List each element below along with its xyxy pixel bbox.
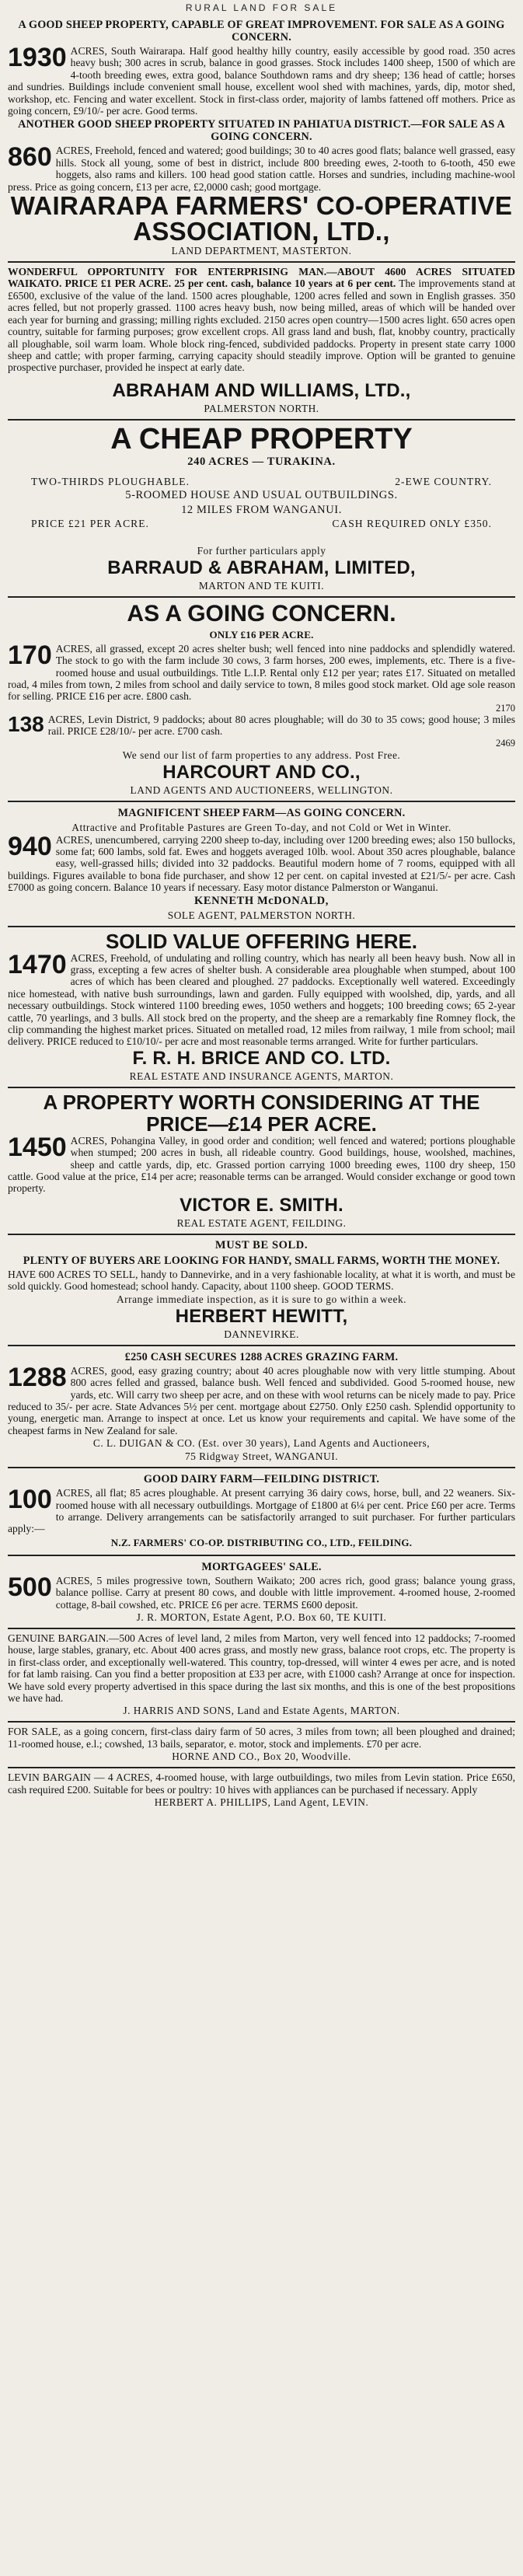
advertiser-name: HERBERT HEWITT, bbox=[175, 1305, 348, 1327]
acreage-figure: 170 bbox=[8, 640, 52, 670]
ad-body bbox=[8, 711, 515, 738]
advertiser-name: N.Z. FARMERS' CO-OP. DISTRIBUTING CO., LTD., FEILDING. bbox=[110, 1536, 413, 1548]
ad-text: ACRES, good, easy grazing country; about 40 acres ploughable now with very little stumping. About 800 acres felled and grassed, balance bush. Well fenced and subdivided. Good 5-roomed house, new yards, etc. Will carry two sheep per acre, and on these with wool returns can be nicely made to pay. Price reduced to 35/- per acre. State Advances 5½ per cent. mortgage about £2750. Only £250 cash. Splendid opportunity to young, energetic man. Arrange to inspect at once. Let us know your requirements and capital. We have some of the cheapest farms in New Zealand for sale. bbox=[8, 1364, 515, 1436]
ad-note: We send our list of farm properties to any address. Post Free. bbox=[122, 749, 401, 761]
ad-morton bbox=[8, 1556, 515, 1629]
acreage-figure: 940 bbox=[8, 831, 52, 861]
advertiser-name: HERBERT A. PHILLIPS, Land Agent, LEVIN. bbox=[154, 1796, 369, 1809]
ad-mcdonald bbox=[8, 802, 515, 927]
ad-subhead: Attractive and Profitable Pastures are Green To-day, and not Cold or Wet in Winter. bbox=[71, 821, 452, 833]
ad-body bbox=[8, 640, 515, 703]
ad-body bbox=[8, 949, 515, 1048]
advertiser-address: SOLE AGENT, PALMERSTON NORTH. bbox=[167, 909, 356, 921]
advertiser-name: C. L. DUIGAN & CO. (Est. over 30 years), Land Agents and Auctioneers, bbox=[92, 1437, 431, 1450]
advertiser-address: 75 Ridgway Street, WANGANUI. bbox=[184, 1450, 339, 1463]
ad-horne bbox=[8, 1723, 515, 1768]
ad-headline: WONDERFUL OPPORTUNITY FOR ENTERPRISING MAN.—ABOUT 4600 ACRES SITUATED WAIKATO. PRICE £1 PER ACRE. 25 per cent. cash, balance 10 years at 6 per cent. bbox=[8, 266, 515, 290]
ad-wairarapa-farmers bbox=[8, 14, 515, 263]
ad-body: LEVIN BARGAIN — 4 ACRES, 4-roomed house, with large outbuildings, two miles from Levin station. Price £650, cash required £200. Suitable for bees or poultry: 10 hives with appliances can be purchased if necessary. Apply bbox=[8, 1771, 515, 1796]
ad-display-headline: SOLID VALUE OFFERING HERE. bbox=[105, 929, 418, 953]
ad-body: FOR SALE, as a going concern, first-class dairy farm of 50 acres, 3 miles from town; all been ploughed and drained; 11-roomed house, e.l.; cowshed, 13 bails, separator, e. motor, stock and implements. £70 per acre. bbox=[8, 1726, 515, 1750]
ad-price: PRICE £21 PER ACRE. bbox=[31, 517, 149, 529]
ad-text: ACRES, 5 miles progressive town, Southern Waikato; 200 acres rich, good grass; balance young grass, balance pollise. Carry at present 80 cows, and double with little improvement. 4-roomed house, 2-roomed cottage, 8-bail cowshed, etc. PRICE £6 per acre. TERMS £600 deposit. bbox=[55, 1574, 515, 1611]
acreage-figure: 1930 bbox=[8, 43, 67, 72]
ad-text: ACRES, Freehold, of undulating and rolling country, which has nearly all been heavy bush. Now all in grass, excepting a few acres of shelter bush. A considerable area ploughable when stumped, about 100 acres of which has been cleared and ploughed. 27 paddocks. Exceptionally well watered. Exceedingly nice homestead, with native bush surroundings, lawn and garden. Fully equipped with woolshed, dip, yards, and all necessary outbuildings. Stock wintered 1100 breeding ewes, 1050 wethers and hoggets; 100 breeding cows; 65 2-year cattle, 70 yearlings, and 3 bulls. All stock bred on the property, and the sheep are a remarkably fine Romney flock, the clip commanding the highest market prices. Situated on metalled road, 12 miles from railway, 1 mile from school; mail delivery. PRICE reduced to £10/10/- per acre and most reasonable terms arranged. Write for further particulars. bbox=[8, 951, 515, 1048]
ad-headline: ANOTHER GOOD SHEEP PROPERTY SITUATED IN PAHIATUA DISTRICT.—FOR SALE AS A GOING CONCERN. bbox=[18, 118, 505, 144]
ad-nz-farmers bbox=[8, 1468, 515, 1556]
ad-body: GENUINE BARGAIN.—500 Acres of level land, 2 miles from Marton, very well fenced into 12 paddocks; 7-roomed house, large stables, granary, etc. About 400 acres grass, and mostly new grass, balance root crops, etc. The property is in first-class order, and exceptionally well-watered. This country, top-dressed, will winter 4 ewes per acre, and is noted for fat lamb raising. Can you find a better proposition at £33 per acre, with £1000 cash? Arrange at once for inspection. We have sold every property advertised in this space during the last six months, and this is one of the best propositions we have had. bbox=[8, 1632, 515, 1704]
ad-body bbox=[8, 1362, 515, 1436]
ad-two-column-line bbox=[8, 518, 515, 530]
ad-abraham-williams bbox=[8, 263, 515, 421]
ad-barraud-abraham bbox=[8, 421, 515, 598]
ad-further: For further particulars apply bbox=[197, 544, 326, 557]
acreage-figure: 138 bbox=[8, 711, 44, 736]
acreage-figure: 500 bbox=[8, 1572, 52, 1602]
advertiser-address: MARTON AND TE KUITI. bbox=[198, 579, 325, 592]
ad-headline: MORTGAGEES' SALE. bbox=[201, 1560, 322, 1573]
advertiser-address: LAND DEPARTMENT, MASTERTON. bbox=[171, 245, 352, 257]
ad-body bbox=[8, 1132, 515, 1195]
ad-victor-smith bbox=[8, 1088, 515, 1235]
advertiser-address: REAL ESTATE AGENT, FEILDING. bbox=[176, 1216, 347, 1229]
advertiser-address: LAND AGENTS AND AUCTIONEERS, WELLINGTON. bbox=[130, 784, 393, 796]
ad-headline: A GOOD SHEEP PROPERTY, CAPABLE OF GREAT IMPROVEMENT. FOR SALE AS A GOING CONCERN. bbox=[18, 19, 505, 44]
ad-feature: 2-EWE COUNTRY. bbox=[395, 475, 492, 487]
ad-harcourt bbox=[8, 598, 515, 802]
advertiser-name: HORNE AND CO., Box 20, Woodville. bbox=[172, 1750, 351, 1763]
acreage-figure: 860 bbox=[8, 142, 52, 173]
ad-headline: GOOD DAIRY FARM—FEILDING DISTRICT. bbox=[143, 1473, 380, 1486]
ad-feature: TWO-THIRDS PLOUGHABLE. bbox=[31, 475, 190, 487]
ad-text: The improvements stand at £6500, exclusive of the value of the land. 1500 acres ploughable, 1200 acres felled and sown in English grasses. 350 acres felled, but not properly grassed. 1100 acres heavy bush, now being milled, areas of which will be handed over each year for burning and grassing; milling rights excluded. 2150 acres open country—1500 acres light. 650 acres open country, suitable for farming purposes; grow excellent crops. All grass land and bush, flat, knobby country, practically all ploughable, soil warm loam. Whole block ring-fenced, subdivided paddocks. Property in present state carry 1000 sheep and cattle; with proper farming, carrying capacity should steadily improve. Option will be granted to genuine prospective purchaser, provided he inspect at early date. bbox=[8, 277, 516, 374]
advertiser-address: PALMERSTON NORTH. bbox=[204, 402, 319, 414]
ad-headline: PLENTY OF BUYERS ARE LOOKING FOR HANDY, SMALL FARMS, WORTH THE MONEY. bbox=[23, 1254, 500, 1267]
ad-subhead: 240 ACRES — TURAKINA. bbox=[187, 455, 336, 468]
ad-display-headline: PRICE—£14 PER ACRE. bbox=[146, 1112, 377, 1136]
ad-feature: 12 MILES FROM WANGANUI. bbox=[181, 503, 342, 516]
running-head: RURAL LAND FOR SALE bbox=[185, 2, 338, 13]
ad-ref-number: 2469 bbox=[496, 737, 515, 749]
ad-body bbox=[8, 266, 515, 374]
ad-body: HAVE 600 ACRES TO SELL, handy to Dannevirke, and in a very fashionable locality, at what it is worth, and must be sold quickly. Good homestead; school handy. Capacity, about 1100 sheep. GOOD TERMS. bbox=[8, 1268, 515, 1293]
ad-display-headline: A PROPERTY WORTH CONSIDERING AT THE bbox=[43, 1090, 480, 1114]
advertiser-name: J. R. MORTON, Estate Agent, P.O. Box 60, TE KUITI. bbox=[136, 1611, 387, 1623]
ad-subhead: ONLY £16 PER ACRE. bbox=[209, 628, 314, 641]
ad-text: ACRES, all flat; 85 acres ploughable. At present carrying 36 dairy cows, horse, bull, and 22 weaners. Six-roomed house with all necessary outbuildings. Mortgage of £1800 at 6¼ per cent. Price £60 per acre. Terms to arrange. Delivery arrangements can be satisfactorily arranged to suit purchaser. For further particulars apply:— bbox=[8, 1487, 515, 1535]
advertiser-address: DANNEVIRKE. bbox=[224, 1328, 299, 1340]
ad-body bbox=[8, 1572, 515, 1611]
advertiser-name: KENNETH McDONALD, bbox=[194, 894, 329, 907]
ad-display-headline: MUST BE SOLD. bbox=[214, 1238, 309, 1251]
ad-brice bbox=[8, 927, 515, 1088]
ad-harris bbox=[8, 1629, 515, 1723]
acreage-figure: 1450 bbox=[8, 1132, 67, 1162]
ad-body bbox=[8, 45, 515, 117]
ad-note: Arrange immediate inspection, as it is sure to go within a week. bbox=[116, 1293, 406, 1305]
ad-text: ACRES, unencumbered, carrying 2200 sheep to-day, including over 1200 breeding ewes; also 150 bullocks, some fat; 600 lambs, sold fat. Ewes and hoggets averaged 10lb. wool. About 350 acres ploughable, balance easy, well-grassed hills; divided into 32 paddocks. Beautiful modern home of 7 rooms, equipped with all buildings. Figures available to bona fide purchaser, and show 12 per cent. on capital invested at £21/5/- per acre. Cash £7000 as going concern. Balance 10 years if necessary. Easy motor distance Palmerston or Wanganui. bbox=[8, 833, 515, 894]
advertiser-name: HARCOURT AND CO., bbox=[162, 761, 361, 783]
ad-display-headline: A CHEAP PROPERTY bbox=[110, 422, 413, 456]
ad-text: ACRES, Pohangina Valley, in good order and condition; well fenced and watered; portions ploughable when stumped; 200 acres in bush, all rideable country. Good buildings, house, woolshed, machines, sheep and cattle yards, dip, etc. Grassed portion carrying 1000 breeding ewes, 1100 dry sheep, 150 cattle. Good value at the price, £14 per acre; reasonable terms can be arranged. Would consider exchange or good town property. bbox=[8, 1134, 515, 1195]
acreage-figure: 1288 bbox=[8, 1362, 67, 1392]
ad-text: ACRES, all grassed, except 20 acres shelter bush; well fenced into nine paddocks and splendidly watered. The stock to go with the farm include 30 cows, 3 farm horses, 200 ewes, implements, etc. There is a five-roomed house and usual outbuildings. Title L.I.P. Rental only £12 per year; rates £17. Situated on metalled road, 4 miles from town, 2 miles from school and daily service to town, 8 miles good stock market. Old age sole reason for selling. PRICE £16 per acre. £800 cash. bbox=[8, 642, 515, 703]
ad-body bbox=[8, 142, 515, 193]
advertiser-name: J. HARRIS AND SONS, Land and Estate Agents, MARTON. bbox=[123, 1705, 400, 1717]
ad-two-column-line bbox=[8, 476, 515, 488]
ad-body bbox=[8, 831, 515, 894]
ad-duigan bbox=[8, 1346, 515, 1468]
ad-body bbox=[8, 1487, 515, 1535]
advertiser-name: VICTOR E. SMITH. bbox=[180, 1194, 343, 1216]
advertiser-address: REAL ESTATE AND INSURANCE AGENTS, MARTON. bbox=[129, 1070, 394, 1082]
ad-text: ACRES, Levin District, 9 paddocks; about 80 acres ploughable; will do 30 to 35 cows; good house; 3 miles rail. PRICE £28/10/- per acre. £700 cash. bbox=[47, 713, 515, 738]
ad-text: ACRES, South Wairarapa. Half good healthy hilly country, easily accessible by good road. 350 acres heavy bush; 300 acres in scrub, balance in good grasses. Stock includes 1400 sheep, 1500 of which are 4-tooth breeding ewes, extra good, balance Southdown rams and dry sheep; 136 head of cattle; horses and sundries. Buildings include convenient small house, excellent wool shed with machines, yards, dip, motor shed, workshop, etc. Fencing and water excellent. Stock in first-class order, majority of lambs fattened off mothers. Price as going concern, £9/10/- per acre. Good terms. bbox=[8, 45, 515, 117]
advertiser-name: F. R. H. BRICE AND CO. LTD. bbox=[132, 1047, 391, 1069]
ad-headline: MAGNIFICENT SHEEP FARM—AS GOING CONCERN. bbox=[117, 806, 406, 819]
ad-feature: 5-ROOMED HOUSE AND USUAL OUTBUILDINGS. bbox=[125, 488, 398, 501]
ad-cash: CASH REQUIRED ONLY £350. bbox=[332, 517, 492, 529]
acreage-figure: 1470 bbox=[8, 949, 67, 979]
advertiser-name: WAIRARAPA FARMERS' CO-OPERATIVE ASSOCIATION, LTD., bbox=[10, 191, 513, 246]
advertiser-name: BARRAUD & ABRAHAM, LIMITED, bbox=[107, 557, 416, 578]
ad-ref-number: 2170 bbox=[496, 702, 515, 714]
ad-herbert-hewitt bbox=[8, 1235, 515, 1346]
ad-headline: £250 CASH SECURES 1288 ACRES GRAZING FARM. bbox=[124, 1350, 399, 1363]
acreage-figure: 100 bbox=[8, 1485, 52, 1515]
ad-text: ACRES, Freehold, fenced and watered; good buildings; 30 to 40 acres good flats; balance well grassed, easy hills. Stock all young, some of best in district, include 800 breeding ewes, 2-tooth to 6-tooth, 450 ewe hoggets, also rams and killers. 100 head good station cattle. Horses and sundries, including machine-wool press. Price as going concern, £13 per acre, £2,0000 cash; good mortgage. bbox=[8, 145, 515, 193]
advertiser-name: ABRAHAM AND WILLIAMS, LTD., bbox=[112, 379, 411, 401]
ad-phillips bbox=[8, 1768, 515, 1813]
ad-display-headline: AS A GOING CONCERN. bbox=[127, 600, 396, 627]
